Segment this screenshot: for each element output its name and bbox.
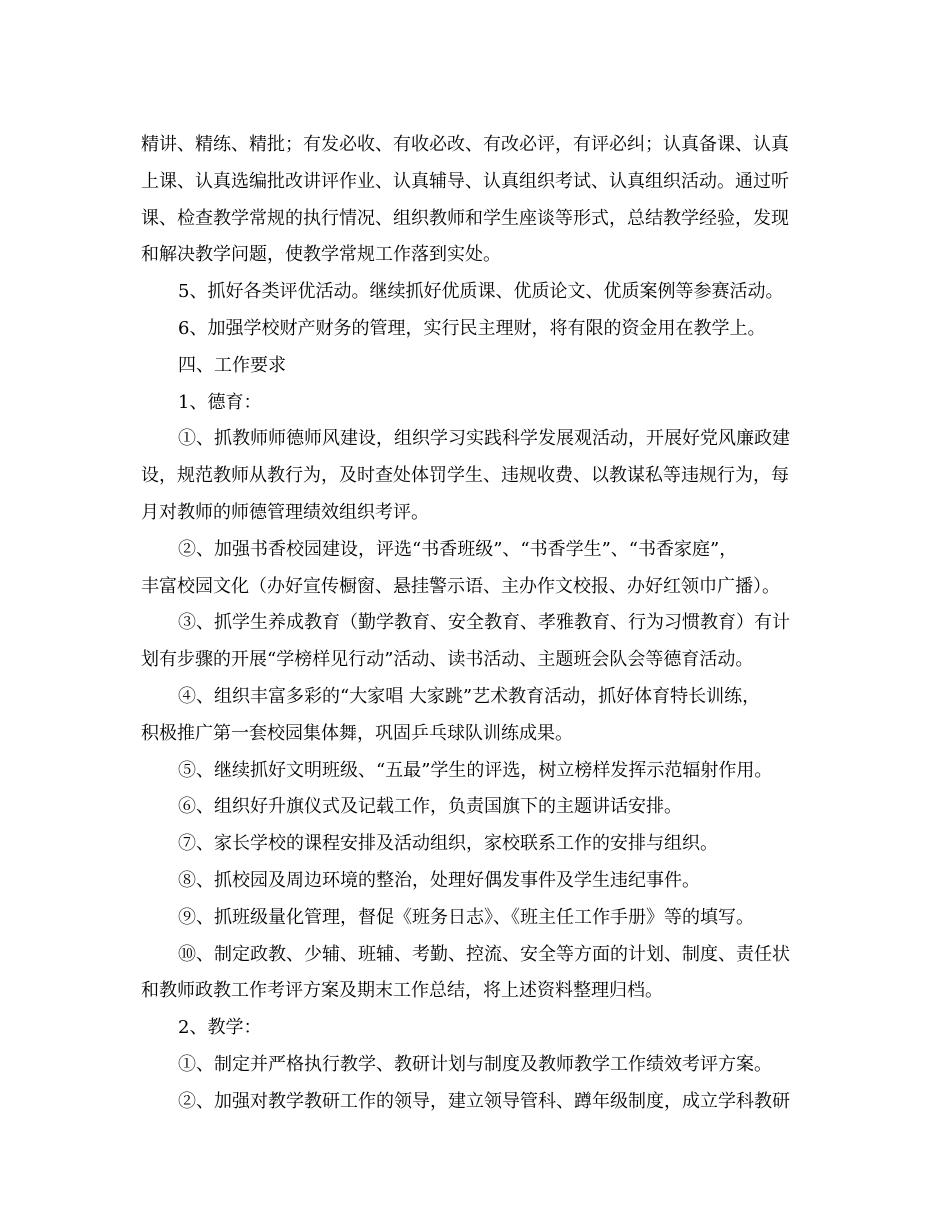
subheading-teaching: 2、教学： <box>178 1017 262 1039</box>
paragraph-2: 5、抓好各类评优活动。继续抓好优质课、优质论文、优质案例等参赛活动。 <box>178 281 784 303</box>
paragraph-teaching-1: ①、制定并严格执行教学、教研计划与制度及教师教学工作绩效考评方案。 <box>178 1053 772 1075</box>
subheading-moral-education: 1、德育： <box>178 391 262 413</box>
paragraph-moral-4: ④、组织丰富多彩的“大家唱 大家跳”艺术教育活动，抓好体育特长训练， 积极推广第一套校园集体舞，巩固乒乓球队训练成果。 <box>141 685 761 744</box>
paragraph-moral-3: ③、抓学生养成教育（勤学教育、安全教育、孝雅教育、行为习惯教育）有计 划有步骤的开展“学榜样见行动”活动、读书活动、主题班会队会等德育活动。 <box>141 612 790 671</box>
document-body <box>141 127 811 1121</box>
paragraph-moral-8: ⑧、抓校园及周边环境的整治，处理好偶发事件及学生违纪事件。 <box>178 869 700 891</box>
paragraph-moral-6: ⑥、组织好升旗仪式及记载工作，负责国旗下的主题讲话安排。 <box>178 796 682 818</box>
paragraph-moral-2: ②、加强书香校园建设，评选“书香班级”、“书香学生”、“书香家庭”， 丰富校园文化（办好宣传橱窗、悬挂警示语、主办作文校报、办好红领巾广播）。 <box>141 538 780 597</box>
paragraph-teaching-2: ②、加强对教学教研工作的领导，建立领导管科、蹲年级制度，成立学科教研 <box>178 1090 790 1112</box>
section-heading-work-requirements: 四、工作要求 <box>178 354 286 376</box>
paragraph-1: 精讲、精练、精批；有发必收、有收必改、有改必评，有评必纠；认真备课、认真 上课、认真选编批改讲评作业、认真辅导、认真组织考试、认真组织活动。通过听 课、检查教学常规的执行情况、组织教师和学生座谈等形式，总结教学经验，发现 和解决教学问题，使教学常规工作落到实处。 <box>141 134 789 266</box>
paragraph-moral-7: ⑦、家长学校的课程安排及活动组织，家校联系工作的安排与组织。 <box>178 833 718 855</box>
paragraph-moral-5: ⑤、继续抓好文明班级、“五最”学生的评选，树立榜样发挥示范辐射作用。 <box>178 759 773 781</box>
paragraph-moral-1: ①、抓教师师德师风建设，组织学习实践科学发展观活动，开展好党风廉政建 设，规范教师从教行为，及时查处体罚学生、违规收费、以教谋私等违规行为，每 月对教师的师德管理绩效组织考评。 <box>141 428 790 523</box>
paragraph-moral-10: ⑩、制定政教、少辅、班辅、考勤、控流、安全等方面的计划、制度、责任状 和教师政教工作考评方案及期末工作总结，将上述资料整理归档。 <box>141 943 790 1002</box>
paragraph-moral-9: ⑨、抓班级量化管理，督促《班务日志》、《班主任工作手册》等的填写。 <box>178 906 754 928</box>
paragraph-3: 6、加强学校财产财务的管理，实行民主理财，将有限的资金用在教学上。 <box>178 317 766 339</box>
